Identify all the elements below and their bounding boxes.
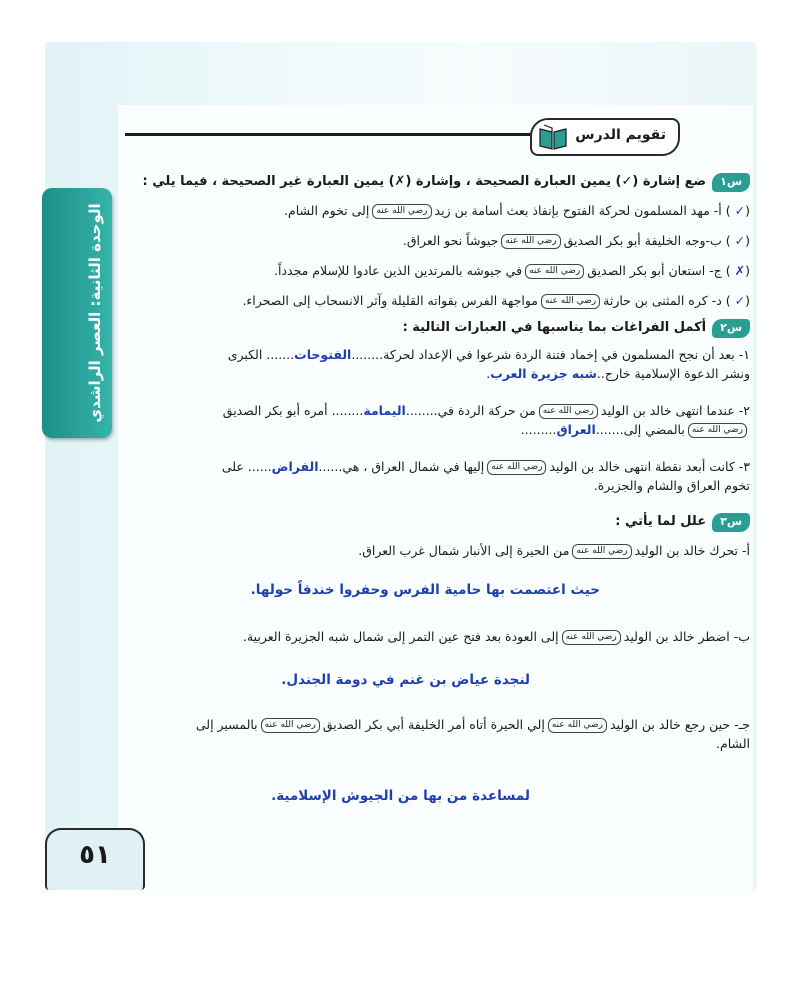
- q2-item-2: ٢- عندما انتهى خالد بن الوليدرضي الله عنهمن حركة الردة في........اليمامة........ أمره أبو بكر الصديق رضي الله عنهبالمضي إلى.......العراق.........: [222, 403, 750, 437]
- header-title: تقويم الدرس: [575, 127, 666, 143]
- q3-badge: س٣: [712, 513, 750, 532]
- content-area: [118, 105, 753, 895]
- honorific-icon: رضي الله عنه: [525, 264, 584, 280]
- answer-text: العراق: [556, 421, 596, 437]
- q1-instruction: ضع إشارة (✓) يمين العبارة الصحيحة ، وإشارة (✗) يمين العبارة غير الصحيحة ، فيما يلي :: [142, 174, 707, 189]
- honorific-icon: رضي الله عنه: [541, 294, 600, 310]
- check-mark-icon: ✓: [734, 203, 746, 218]
- answer-text: اليمامة: [363, 403, 406, 418]
- q2-instruction: أكمل الفراغات بما يناسبها في العبارات التالية :: [402, 320, 707, 335]
- q1-item-a: (✓) أ- مهد المسلمون لحركة الفتوح بإنفاذ بعث أسامة بن زيدرضي الله عنهإلى تخوم الشام.: [284, 202, 750, 221]
- honorific-icon: رضي الله عنه: [562, 630, 621, 646]
- q1-badge: س١: [712, 173, 750, 192]
- answer-text: الفراض: [271, 459, 319, 474]
- lesson-evaluation-tab: [530, 118, 680, 156]
- q3-item-b: ب- اضطر خالد بن الوليدرضي الله عنهإلى العودة بعد فتح عين التمر إلى شمال شبه الجزيرة العربية.: [242, 629, 750, 644]
- honorific-icon: رضي الله عنه: [688, 423, 747, 439]
- cross-mark-icon: ✗: [734, 263, 746, 278]
- q2-item-1: ١- بعد أن نجح المسلمون في إخماد فتنة الردة شرعوا في الإعداد لحركة........الفتوحات....... الكبرى ونشر الدعوة الإسلامية خارج..شبه جزيرة العرب.: [227, 347, 750, 381]
- honorific-icon: رضي الله عنه: [572, 544, 631, 560]
- q3-answer-b: لنجدة عياض بن غنم في دومة الجندل.: [281, 672, 530, 688]
- q1-instruction-line: [143, 172, 750, 192]
- honorific-icon: رضي الله عنه: [261, 718, 320, 734]
- answer-text: الفتوحات: [294, 347, 352, 362]
- q1-item-b: (✓) ب-وجه الخليفة أبو بكر الصديقرضي الله عنهجيوشاً نحو العراق.: [403, 232, 750, 251]
- check-mark-icon: ✓: [734, 233, 746, 248]
- honorific-icon: رضي الله عنه: [548, 718, 607, 734]
- unit-sidebar-tab: [42, 188, 112, 438]
- honorific-icon: رضي الله عنه: [487, 460, 546, 476]
- q3-item-c: جـ- حين رجع خالد بن الوليدرضي الله عنهإلي الحيرة أتاه أمر الخليفة أبي بكر الصديقرضي الله عنهبالمسير إلى الشام.: [195, 717, 750, 751]
- unit-label: الوحدة الثانية: العصر الراشدي: [86, 203, 104, 423]
- page-number: ٥١: [79, 840, 111, 870]
- answer-text: شبه جزيرة العرب: [490, 365, 597, 381]
- honorific-icon: رضي الله عنه: [539, 404, 598, 420]
- q2-item-3: ٣- كانت أبعد نقطة انتهى خالد بن الوليدرضي الله عنهإليها في شمال العراق ، هي......الفراض...... على تخوم العراق والشام والجزيرة.: [221, 459, 750, 493]
- page-number-box: [45, 828, 145, 890]
- honorific-icon: رضي الله عنه: [372, 204, 431, 220]
- q2-badge: س٢: [712, 319, 750, 338]
- q2-instruction-line: [403, 318, 750, 338]
- q1-item-d: (✓) د- كره المثنى بن حارثةرضي الله عنهمواجهة الفرس بقواته القليلة وآثر الانسحاب إلى الصحراء.: [242, 292, 750, 311]
- check-mark-icon: ✓: [734, 293, 746, 308]
- q3-instruction: علل لما يأتي :: [615, 514, 707, 529]
- q3-instruction-line: [615, 512, 750, 532]
- honorific-icon: رضي الله عنه: [501, 234, 560, 250]
- q3-answer-c: لمساعدة من بها من الجيوش الإسلامية.: [271, 788, 530, 804]
- book-icon: [538, 123, 568, 151]
- q3-item-a: أ- تحرك خالد بن الوليدرضي الله عنهمن الحيرة إلى الأنبار شمال غرب العراق.: [358, 543, 750, 558]
- q3-answer-a: حيث اعتصمت بها حامية الفرس وحفروا خندقاً حولها.: [250, 582, 600, 598]
- q1-item-c: (✗) ج- استعان أبو بكر الصديقرضي الله عنهفي جيوشه بالمرتدين الذين عادوا للإسلام مجدداً.: [274, 262, 750, 281]
